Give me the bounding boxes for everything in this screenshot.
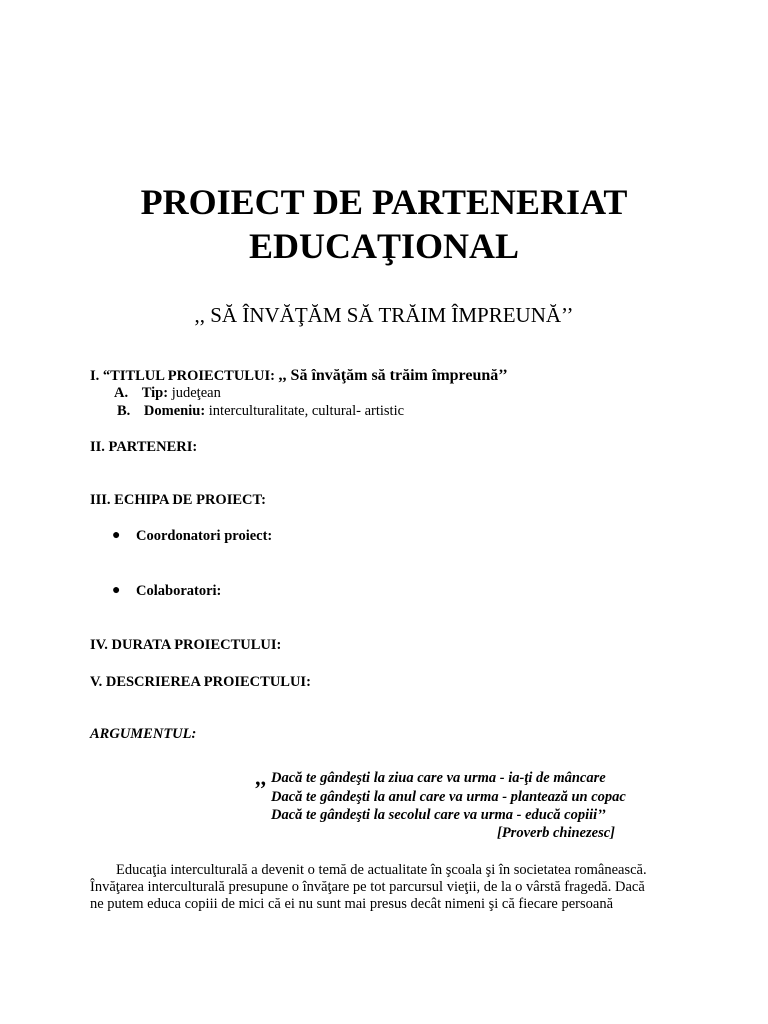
bullet-coordinators: Coordonatori proiect: (136, 528, 273, 544)
section-partners-heading: II. PARTENERI: (90, 439, 198, 455)
project-domain-item (117, 403, 404, 420)
project-domain-label: Domeniu: (143, 403, 206, 419)
quote-source: [Proverb chinezesc] (497, 825, 615, 841)
section-title-value: ,, Să învăţăm să trăim împreună’’ (278, 367, 508, 384)
section-description-heading: V. DESCRIEREA PROIECTULUI: (90, 674, 311, 690)
quote-open-mark: ,, (256, 765, 267, 790)
quote-line-3: Dacă te gândeşti la secolul care va urma - educă copiii’’ (271, 807, 606, 823)
section-title-label: I. “TITLUL PROIECTULUI: (90, 368, 275, 384)
section-title-heading (90, 367, 508, 385)
quote-line-2: Dacă te gândeşti la anul care va urma - plantează un copac (271, 789, 626, 805)
project-type-label: Tip: (141, 385, 169, 401)
body-paragraph-line-3: ne putem educa copiii de mici că ei nu sunt mai presus decât nimeni şi că fiecare persoană (90, 896, 613, 912)
page-subtitle: ,, SĂ ÎNVĂŢĂM SĂ TRĂIM ÎMPREUNĂ’’ (194, 303, 574, 327)
bullet-icon: ● (112, 528, 121, 543)
project-domain-value: interculturalitate, cultural- artistic (208, 403, 405, 419)
project-type-value: judeţean (171, 385, 221, 401)
page-title-line-1: PROIECT DE PARTENERIAT (140, 182, 628, 222)
section-team-heading: III. ECHIPA DE PROIECT: (90, 492, 266, 508)
bullet-collaborators: Colaboratori: (136, 583, 222, 599)
body-paragraph-line-1: Educaţia interculturală a devenit o temă de actualitate în şcoala şi în societatea românească. (116, 862, 647, 878)
bullet-icon: ● (112, 583, 121, 598)
project-type-marker: A. (114, 385, 129, 401)
argument-heading: ARGUMENTUL: (90, 726, 197, 742)
page-title-line-2: EDUCAŢIONAL (248, 226, 520, 266)
project-type-item (114, 385, 221, 402)
project-domain-marker: B. (117, 403, 131, 419)
section-duration-heading: IV. DURATA PROIECTULUI: (90, 637, 282, 653)
quote-line-1: Dacă te gândeşti la ziua care va urma - ia-ţi de mâncare (271, 770, 606, 786)
body-paragraph-line-2: Învăţarea interculturală presupune o învăţare pe tot parcursul vieţii, de la o vârstă fragedă. Dacă (90, 879, 645, 895)
